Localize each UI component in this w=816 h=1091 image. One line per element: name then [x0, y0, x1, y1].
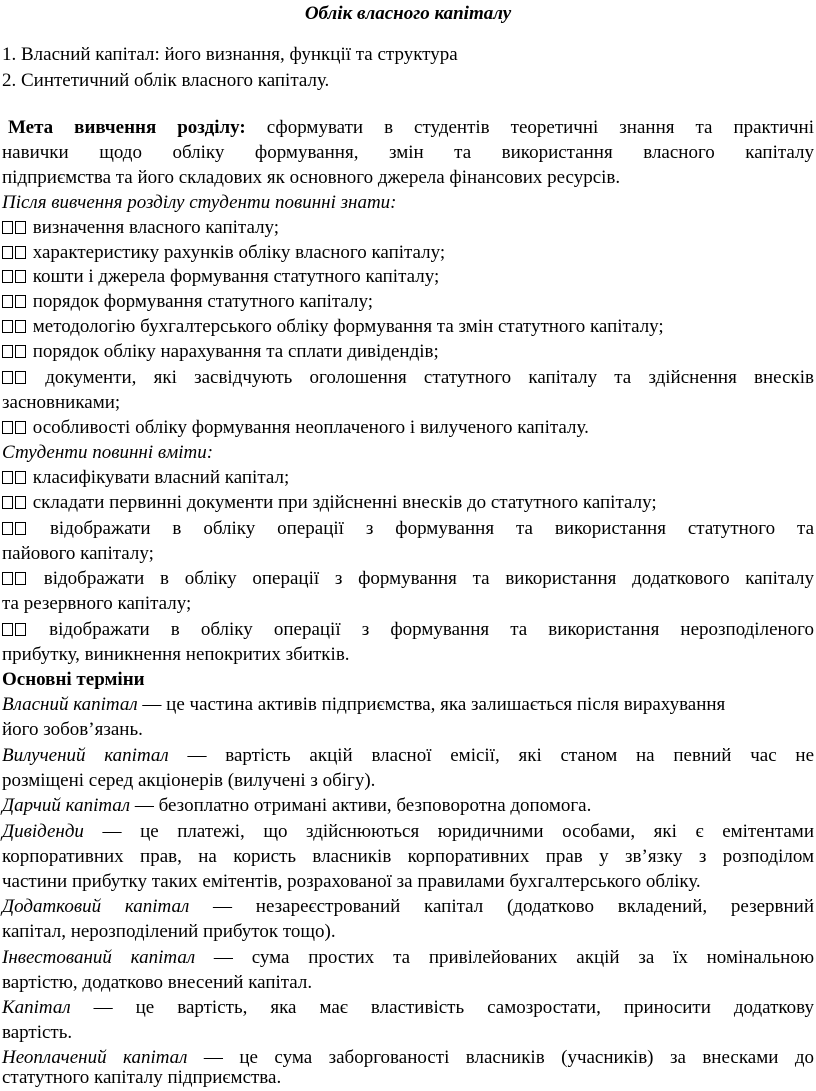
bullet-box-icon [2, 295, 13, 308]
term-definition: — це сума заборгованості власників (учасників) за внесками до [203, 1047, 814, 1068]
term-definition: — це частина активів підприємства, яка залишається після вирахування [142, 694, 726, 715]
know-item-5 [2, 315, 814, 339]
bullet-box-icon [15, 421, 26, 434]
able-item-text: відображати в обліку операції з формування та використання статутного та [49, 518, 815, 539]
term-6-line-1 [2, 946, 814, 970]
term-6-line-2: вартістю, додатково внесений капітал. [2, 972, 313, 993]
know-item-text: характеристику рахунків обліку власного капіталу; [32, 242, 446, 263]
able-heading: Студенти повинні вміти: [2, 442, 214, 463]
term-definition: — безоплатно отримані активи, безповоротна допомога. [134, 795, 592, 816]
able-item-text: класифікувати власний капітал; [32, 467, 290, 488]
term-5-line-1 [2, 895, 814, 919]
able-item-3 [2, 517, 814, 541]
bullet-box-icon [15, 270, 26, 283]
know-item-text: особливості обліку формування неоплаченого і вилученого капіталу. [32, 417, 589, 438]
term-4-line-3: частини прибутку таких емітентів, розрахованої за правилами бухгалтерського обліку. [2, 871, 701, 892]
know-item-3 [2, 265, 814, 289]
bullet-box-icon [15, 371, 26, 384]
able-item-2 [2, 491, 814, 515]
term-definition: — це платежі, що здійснюються юридичними особами, які є емітентами [102, 821, 814, 842]
bullet-box-icon [2, 623, 13, 636]
term-5-line-2: капітал, нерозподілений прибуток тощо). [2, 921, 336, 942]
goal-line-2: навички щодо обліку формування, змін та використання власного капіталу [2, 142, 814, 163]
able-item-text: відображати в обліку операції з формування та використання нерозподіленого [49, 619, 814, 640]
able-item-text: складати первинні документи при здійсненні внесків до статутного капіталу; [32, 492, 657, 513]
term-1-line-2: його зобов’язань. [2, 719, 143, 740]
bullet-box-icon [15, 471, 26, 484]
term-4-line-2: корпоративних прав, на користь власників корпоративних прав у зв’язку з розподілом [2, 846, 814, 867]
able-item-4-cont: та резервного капіталу; [2, 593, 192, 614]
bullet-box-icon [2, 471, 13, 484]
know-item-1 [2, 216, 814, 240]
know-item-7-cont: засновниками; [2, 392, 121, 413]
term-2-line-2: розміщені серед акціонерів (вилучені з обігу). [2, 770, 376, 791]
able-item-1 [2, 466, 814, 490]
able-item-3-cont: пайового капіталу; [2, 543, 154, 564]
bullet-box-icon [15, 623, 26, 636]
term-2-line-1 [2, 744, 814, 768]
term-definition: — це вартість, яка має властивість самозростати, приносити додаткову [93, 997, 814, 1018]
know-item-text: порядок обліку нарахування та сплати дивідендів; [32, 341, 439, 362]
bullet-box-icon [2, 246, 13, 259]
bullet-box-icon [15, 345, 26, 358]
term-definition: — сума простих та привілейованих акцій за їх номінальною [213, 947, 815, 968]
bullet-box-icon [2, 496, 13, 509]
know-heading: Після вивчення розділу студенти повинні знати: [2, 192, 397, 213]
term-7-line-2: вартість. [2, 1022, 73, 1043]
term-definition: — незареєстрований капітал (додатково вкладений, резервний [213, 896, 815, 917]
know-item-text: методологію бухгалтерського обліку формування та змін статутного капіталу; [32, 316, 664, 337]
bullet-box-icon [15, 522, 26, 535]
term-name: Інвестований капітал [2, 947, 196, 968]
term-1-line-1 [2, 693, 814, 717]
bullet-box-icon [15, 496, 26, 509]
term-3-line-1 [2, 794, 814, 818]
term-4-line-1 [2, 820, 814, 844]
know-item-text: порядок формування статутного капіталу; [32, 291, 374, 312]
term-name: Неоплачений капітал [2, 1047, 188, 1068]
know-item-8 [2, 416, 814, 440]
bullet-box-icon [15, 246, 26, 259]
able-item-5 [2, 618, 814, 642]
goal-line-1 [8, 116, 814, 140]
know-item-text: документи, які засвідчують оголошення статутного капіталу та здійснення внесків [45, 367, 814, 388]
terms-heading: Основні терміни [2, 669, 145, 690]
able-item-4 [2, 567, 814, 591]
term-name: Власний капітал [2, 694, 138, 715]
term-name: Дарчий капітал [2, 795, 131, 816]
bullet-box-icon [2, 345, 13, 358]
toc-item-2: 2. Синтетичний облік власного капіталу. [2, 70, 330, 91]
know-item-text: кошти і джерела формування статутного капіталу; [32, 266, 440, 287]
term-name: Дивіденди [2, 821, 84, 842]
goal-line-3: підприємства та його складових як основного джерела фінансових ресурсів. [2, 167, 621, 188]
toc-item-1: 1. Власний капітал: його визнання, функції та структура [2, 44, 458, 65]
bullet-box-icon [2, 522, 13, 535]
bullet-box-icon [15, 295, 26, 308]
able-item-5-cont: прибутку, виникнення непокритих збитків. [2, 644, 350, 665]
bullet-box-icon [15, 221, 26, 234]
know-item-6 [2, 340, 814, 364]
bullet-box-icon [15, 320, 26, 333]
goal-label: Мета вивчення розділу: [8, 117, 246, 138]
able-item-text: відображати в обліку операції з формування та використання додаткового капіталу [43, 568, 814, 589]
term-7-line-1 [2, 996, 814, 1020]
term-definition: — вартість акцій власної емісії, які станом на певний час не [187, 745, 815, 766]
term-name: Додатковий капітал [2, 896, 190, 917]
bullet-box-icon [2, 221, 13, 234]
term-name: Капітал [2, 997, 71, 1018]
term-name: Вилучений капітал [2, 745, 169, 766]
bullet-box-icon [2, 270, 13, 283]
bullet-box-icon [2, 572, 13, 585]
term-8-line-2: статутного капіталу підприємства. [2, 1067, 282, 1088]
know-item-4 [2, 290, 814, 314]
goal-text-1: сформувати в студентів теоретичні знання та практичні [266, 117, 814, 138]
know-item-text: визначення власного капіталу; [32, 217, 280, 238]
bullet-box-icon [2, 421, 13, 434]
bullet-box-icon [2, 371, 13, 384]
page-title: Облік власного капіталу [304, 3, 512, 24]
bullet-box-icon [2, 320, 13, 333]
bullet-box-icon [15, 572, 26, 585]
know-item-7 [2, 366, 814, 390]
know-item-2 [2, 241, 814, 265]
